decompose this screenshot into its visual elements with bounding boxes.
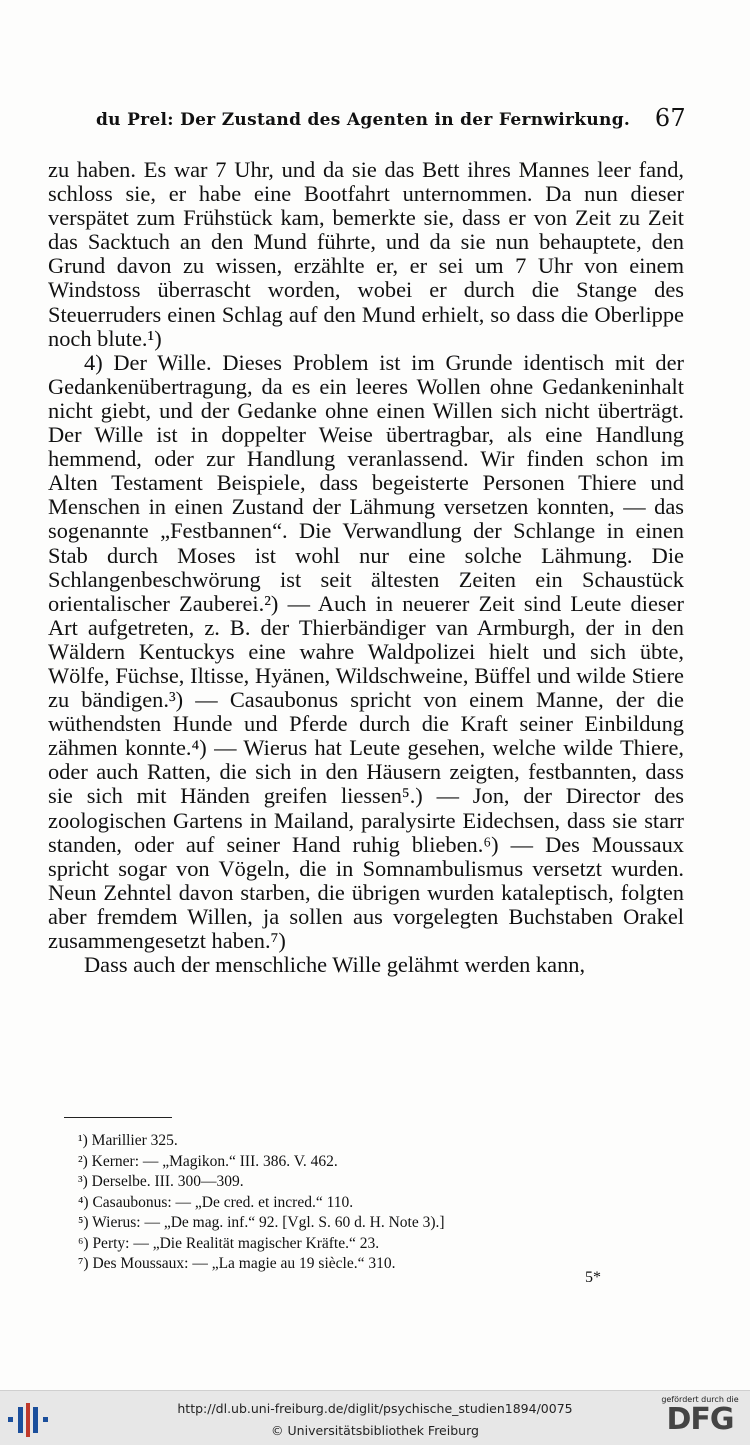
footnote-3: ³) Derselbe. III. 300—309. — [78, 1173, 244, 1190]
footnote-2: ²) Kerner: — „Magikon.“ III. 386. V. 462. — [78, 1152, 338, 1170]
paragraph-2: 4) Der Wille. Dieses Problem ist im Grunde identisch mit der Gedankenübertragung, da es ein leeres Wollen ohne Gedankeninhalt nicht giebt, und der Gedanke ohne einen Willen sich nicht überträgt. Der Wille ist in doppelter Weise übertragbar, als eine Handlung hemmend, oder zur Handlung veranlassend. Wir finden schon im Alten Testament Beispiele, dass begeisterte Personen Thiere und Menschen in einen Zustand der Lähmung versetzen konnten, — das sogenannte „Festbannen“. Die Verwandlung der Schlange in einen Stab durch Moses ist wohl nur eine solche Lähmung. Die Schlangenbeschwörung ist seit ältesten Zeiten ein Schaustück orientalischer Zauberei.²) — Auch in neuerer Zeit sind Leute dieser Art aufgetreten, z. B. der Thierbändiger van Armburgh, der in den Wäldern Kentuckys eine wahre Waldpolizei hielt und sich übte, Wölfe, Füchse, Iltisse, Hyänen, Wildschweine, Büffel und wilde Stiere zu bändigen.³) — Casaubonus spricht von einem Manne, der die wüthendsten Hunde und Pferde durch die Kraft seiner Einbildung zähmen konnte.⁴) — Wierus hat Leute gesehen, welche wilde Thiere, oder auch Ratten, die sich in den Häusern zeigten, festbannten, dass sie sich mit Händen greifen liessen⁵.) — Jon, der Director des zoologischen Gartens in Mailand, paralysirte Eidechsen, dass sie starr standen, oder auf seiner Hand ruhig blieben.⁶) — Des Moussaux spricht sogar von Vögeln, die in Somnambulismus versetzt wurden. Neun Zehntel davon starben, die übrigen wurden kataleptisch, folgten aber fremdem Willen, ja sollen aus vorgelegten Buchstaben Orakel zusammengesetzt haben.⁷) — [48, 349, 684, 953]
signature-mark: 5* — [585, 1269, 601, 1286]
viewer-footer — [0, 1390, 750, 1445]
footnote-7: ⁷) Des Moussaux: — „La magie au 19 siècle.“ 310. — [78, 1255, 396, 1272]
source-url-link[interactable]: http://dl.ub.uni-freiburg.de/diglit/psychische_studien1894/0075 — [177, 1401, 573, 1416]
footnote-1: ¹) Marillier 325. — [78, 1132, 178, 1149]
footnote-5: ⁵) Wierus: — „De mag. inf.“ 92. [Vgl. S. 60 d. H. Note 3).] — [78, 1214, 445, 1231]
footnote-6: ⁶) Perty: — „Die Realität magischer Kräfte.“ 23. — [78, 1234, 380, 1252]
body-text — [48, 158, 684, 977]
running-head — [96, 104, 686, 132]
footnotes — [78, 1131, 638, 1275]
dfg-caption: gefördert durch die — [661, 1395, 739, 1404]
paragraph-1: zu haben. Es war 7 Uhr, und da sie das Bett ihres Mannes leer fand, schloss sie, er habe eine Bootfahrt unternommen. Da nun dieser verspätet zum Frühstück kam, bemerkte sie, dass er von Zeit zu Zeit das Sacktuch an den Mund führte, und da sie nun behauptete, den Grund davon zu wissen, erzählte er, er sei um 7 Uhr von einem Windstoss überrascht worden, wobei er durch die Stange des Steuerruders einen Schlag auf den Mund erhielt, so dass die Oberlippe noch blute.¹) — [48, 157, 684, 351]
dfg-logo-text: DFG — [666, 1402, 734, 1437]
dfg-logo — [658, 1395, 742, 1441]
footnote-4: ⁴) Casaubonus: — „De cred. et incred.“ 110. — [78, 1193, 354, 1211]
copyright-text: © Universitätsbibliothek Freiburg — [271, 1423, 479, 1438]
page-number: 67 — [654, 104, 686, 132]
footnote-separator — [64, 1117, 172, 1118]
paragraph-3: Dass auch der menschliche Wille gelähmt werden kann, — [84, 952, 586, 978]
running-head-title: du Prel: Der Zustand des Agenten in der Fernwirkung. — [96, 110, 631, 130]
